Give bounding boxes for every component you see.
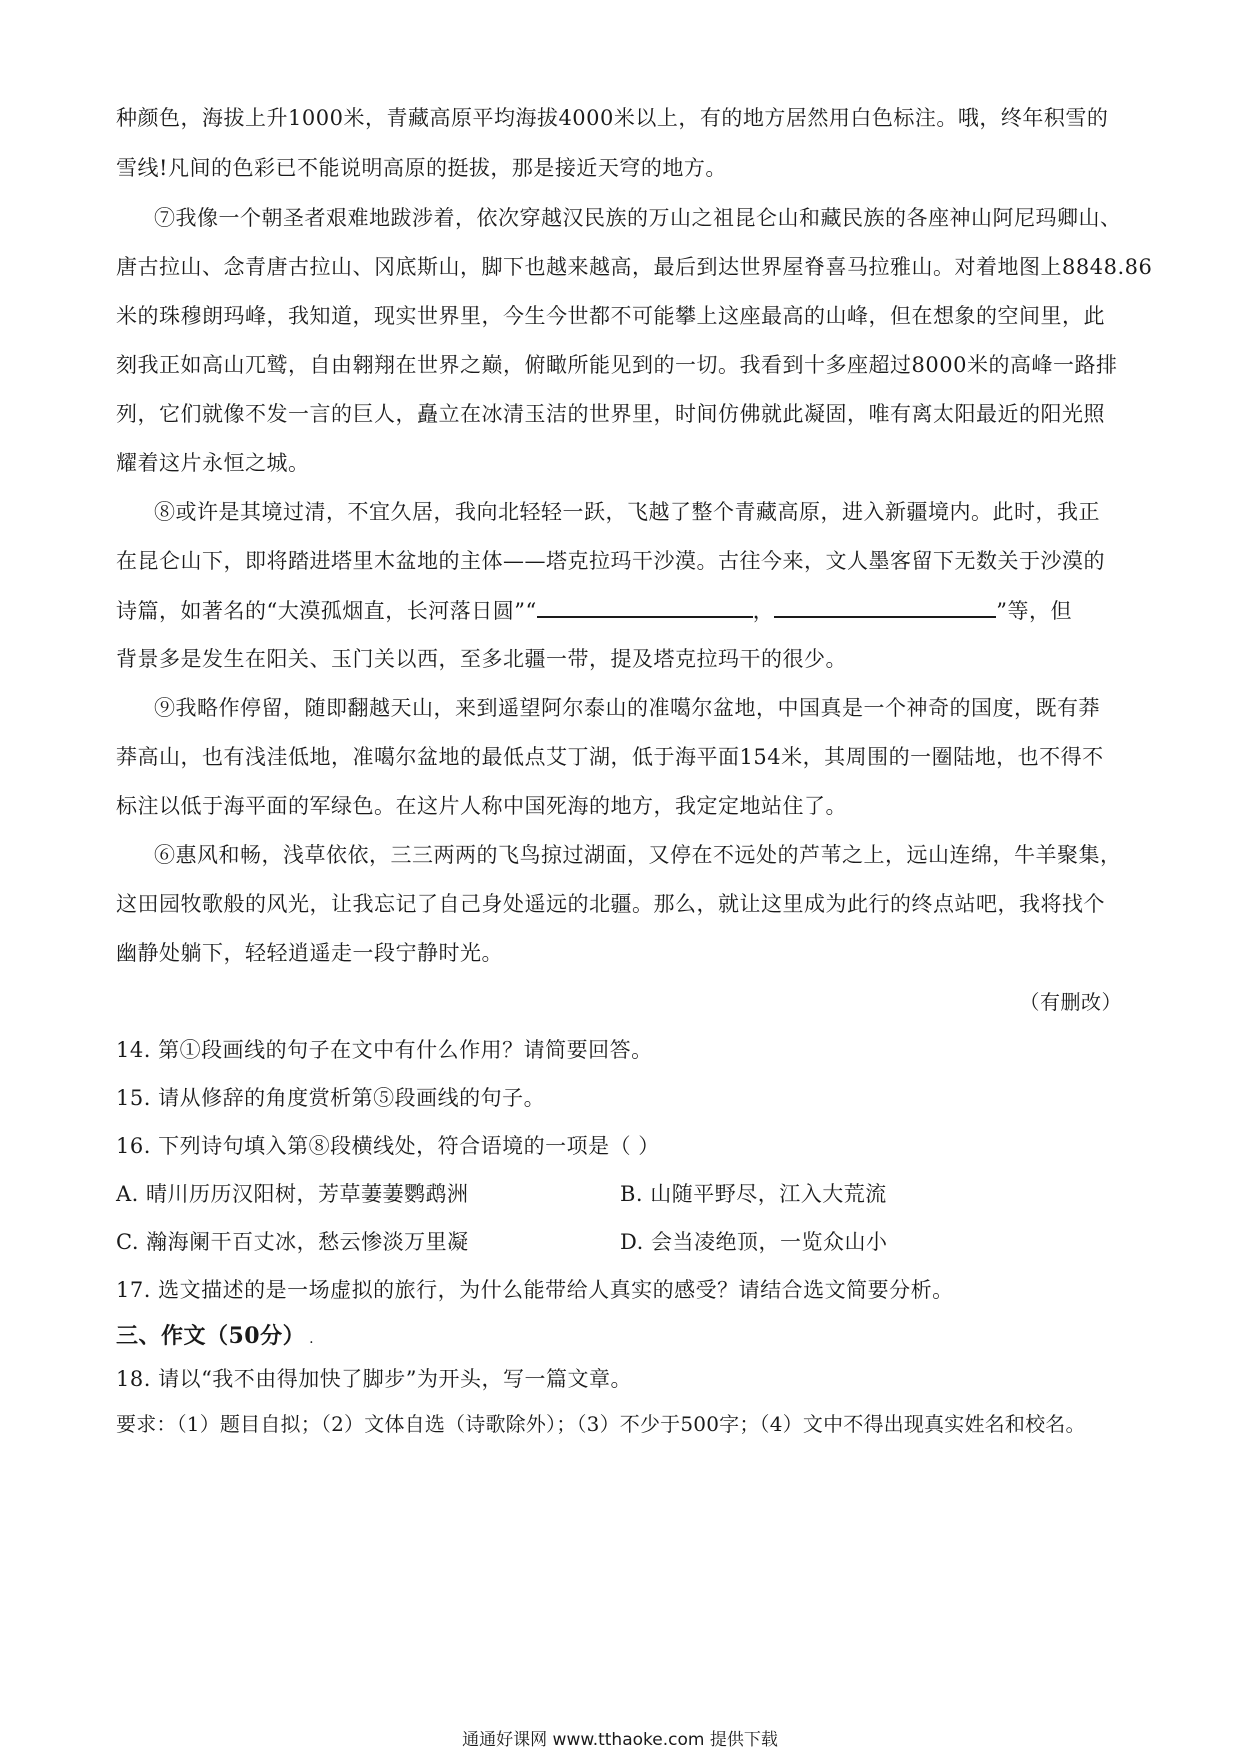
question-16-option-c[interactable]: C. 瀚海阑干百丈冰，愁云惨淡万里凝: [116, 1230, 469, 1254]
paragraph-7-line-2: 唐古拉山、念青唐古拉山、冈底斯山，脚下也越来越高，最后到达世界屋脊喜马拉雅山。对着地图上8848.86: [116, 255, 1153, 279]
paragraph-10-line-3: 幽静处躺下，轻轻逍遥走一段宁静时光。: [116, 941, 503, 965]
paragraph-7-line-5: 列，它们就像不发一言的巨人，矗立在冰清玉洁的世界里，时间仿佛就此凝固，唯有离太阳最近的阳光照: [116, 402, 1105, 426]
paragraph-7-line-6: 耀着这片永恒之城。: [116, 451, 310, 475]
question-18: 18. 请以“我不由得加快了脚步”为开头，写一篇文章。: [116, 1367, 633, 1391]
answer-blank-1[interactable]: [537, 596, 753, 618]
section-3-title-mark: .: [309, 1331, 315, 1347]
paragraph-8-line-3: [116, 596, 1072, 625]
paragraph-7-line-1: ⑦我像一个朝圣者艰难地跋涉着，依次穿越汉民族的万山之祖昆仑山和藏民族的各座神山阿尼玛卿山、: [154, 206, 1122, 230]
paragraph-6-line-1: 种颜色，海拔上升1000米，青藏高原平均海拔4000米以上，有的地方居然用白色标注。哦，终年积雪的: [116, 106, 1109, 130]
paragraph-7-line-4: 刻我正如高山兀鹫，自由翱翔在世界之巅，俯瞰所能见到的一切。我看到十多座超过8000米的高峰一路排: [116, 353, 1118, 377]
paragraph-6-line-2: 雪线!凡间的色彩已不能说明高原的挺拔，那是接近天穹的地方。: [116, 156, 727, 180]
blank-separator-comma: ，: [752, 599, 775, 623]
paragraph-9-line-1: ⑨我略作停留，随即翻越天山，来到遥望阿尔泰山的准噶尔盆地，中国真是一个神奇的国度，既有莽: [154, 696, 1100, 720]
paragraph-10-line-2: 这田园牧歌般的风光，让我忘记了自己身处遥远的北疆。那么，就让这里成为此行的终点站吧，我将找个: [116, 892, 1105, 916]
question-14: 14. 第①段画线的句子在文中有什么作用？请简要回答。: [116, 1038, 653, 1062]
question-16: 16. 下列诗句填入第⑧段横线处，符合语境的一项是（ ）: [116, 1134, 660, 1158]
question-16-option-a[interactable]: A. 晴川历历汉阳树，芳草萋萋鹦鹉洲: [116, 1182, 469, 1206]
section-3-title: [116, 1322, 314, 1353]
source-note: （有删改）: [1019, 990, 1122, 1014]
paragraph-9-line-2: 莽高山，也有浅洼低地，准噶尔盆地的最低点艾丁湖，低于海平面154米，其周围的一圈陆地，也不得不: [116, 745, 1104, 769]
paragraph-9-line-3: 标注以低于海平面的军绿色。在这片人称中国死海的地方，我定定地站住了。: [116, 794, 847, 818]
question-17: 17. 选文描述的是一场虚拟的旅行，为什么能带给人真实的感受？请结合选文简要分析。: [116, 1278, 954, 1302]
paragraph-8-line-3-end: ”等，但: [996, 599, 1072, 623]
paragraph-10-line-1: ⑥惠风和畅，浅草依依，三三两两的飞鸟掠过湖面，又停在不远处的芦苇之上，远山连绵，牛羊聚集，: [154, 843, 1122, 867]
essay-requirements: 要求：（1）题目自拟；（2）文体自选（诗歌除外）；（3）不少于500字；（4）文中不得出现真实姓名和校名。: [116, 1412, 1086, 1436]
question-15: 15. 请从修辞的角度赏析第⑤段画线的句子。: [116, 1086, 546, 1110]
paragraph-8-line-3-start: 诗篇，如著名的“大漠孤烟直，长河落日圆”“: [116, 599, 537, 623]
paragraph-8-line-4: 背景多是发生在阳关、玉门关以西，至多北疆一带，提及塔克拉玛干的很少。: [116, 647, 847, 671]
answer-blank-2[interactable]: [774, 596, 996, 618]
paragraph-8-line-2: 在昆仑山下，即将踏进塔里木盆地的主体——塔克拉玛干沙漠。古往今来，文人墨客留下无数关于沙漠的: [116, 549, 1105, 573]
question-16-option-b[interactable]: B. 山随平野尽，江入大荒流: [620, 1182, 887, 1206]
paragraph-8-line-1: ⑧或许是其境过清，不宜久居，我向北轻轻一跃，飞越了整个青藏高原，进入新疆境内。此时，我正: [154, 500, 1100, 524]
question-16-option-d[interactable]: D. 会当凌绝顶，一览众山小: [620, 1230, 888, 1254]
paragraph-7-line-3: 米的珠穆朗玛峰，我知道，现实世界里，今生今世都不可能攀上这座最高的山峰，但在想象的空间里，此: [116, 304, 1105, 328]
section-3-title-text: 三、作文（50分）: [116, 1323, 306, 1349]
footer-download-note: 通通好课网 www.tthaoke.com 提供下载: [462, 1730, 778, 1750]
